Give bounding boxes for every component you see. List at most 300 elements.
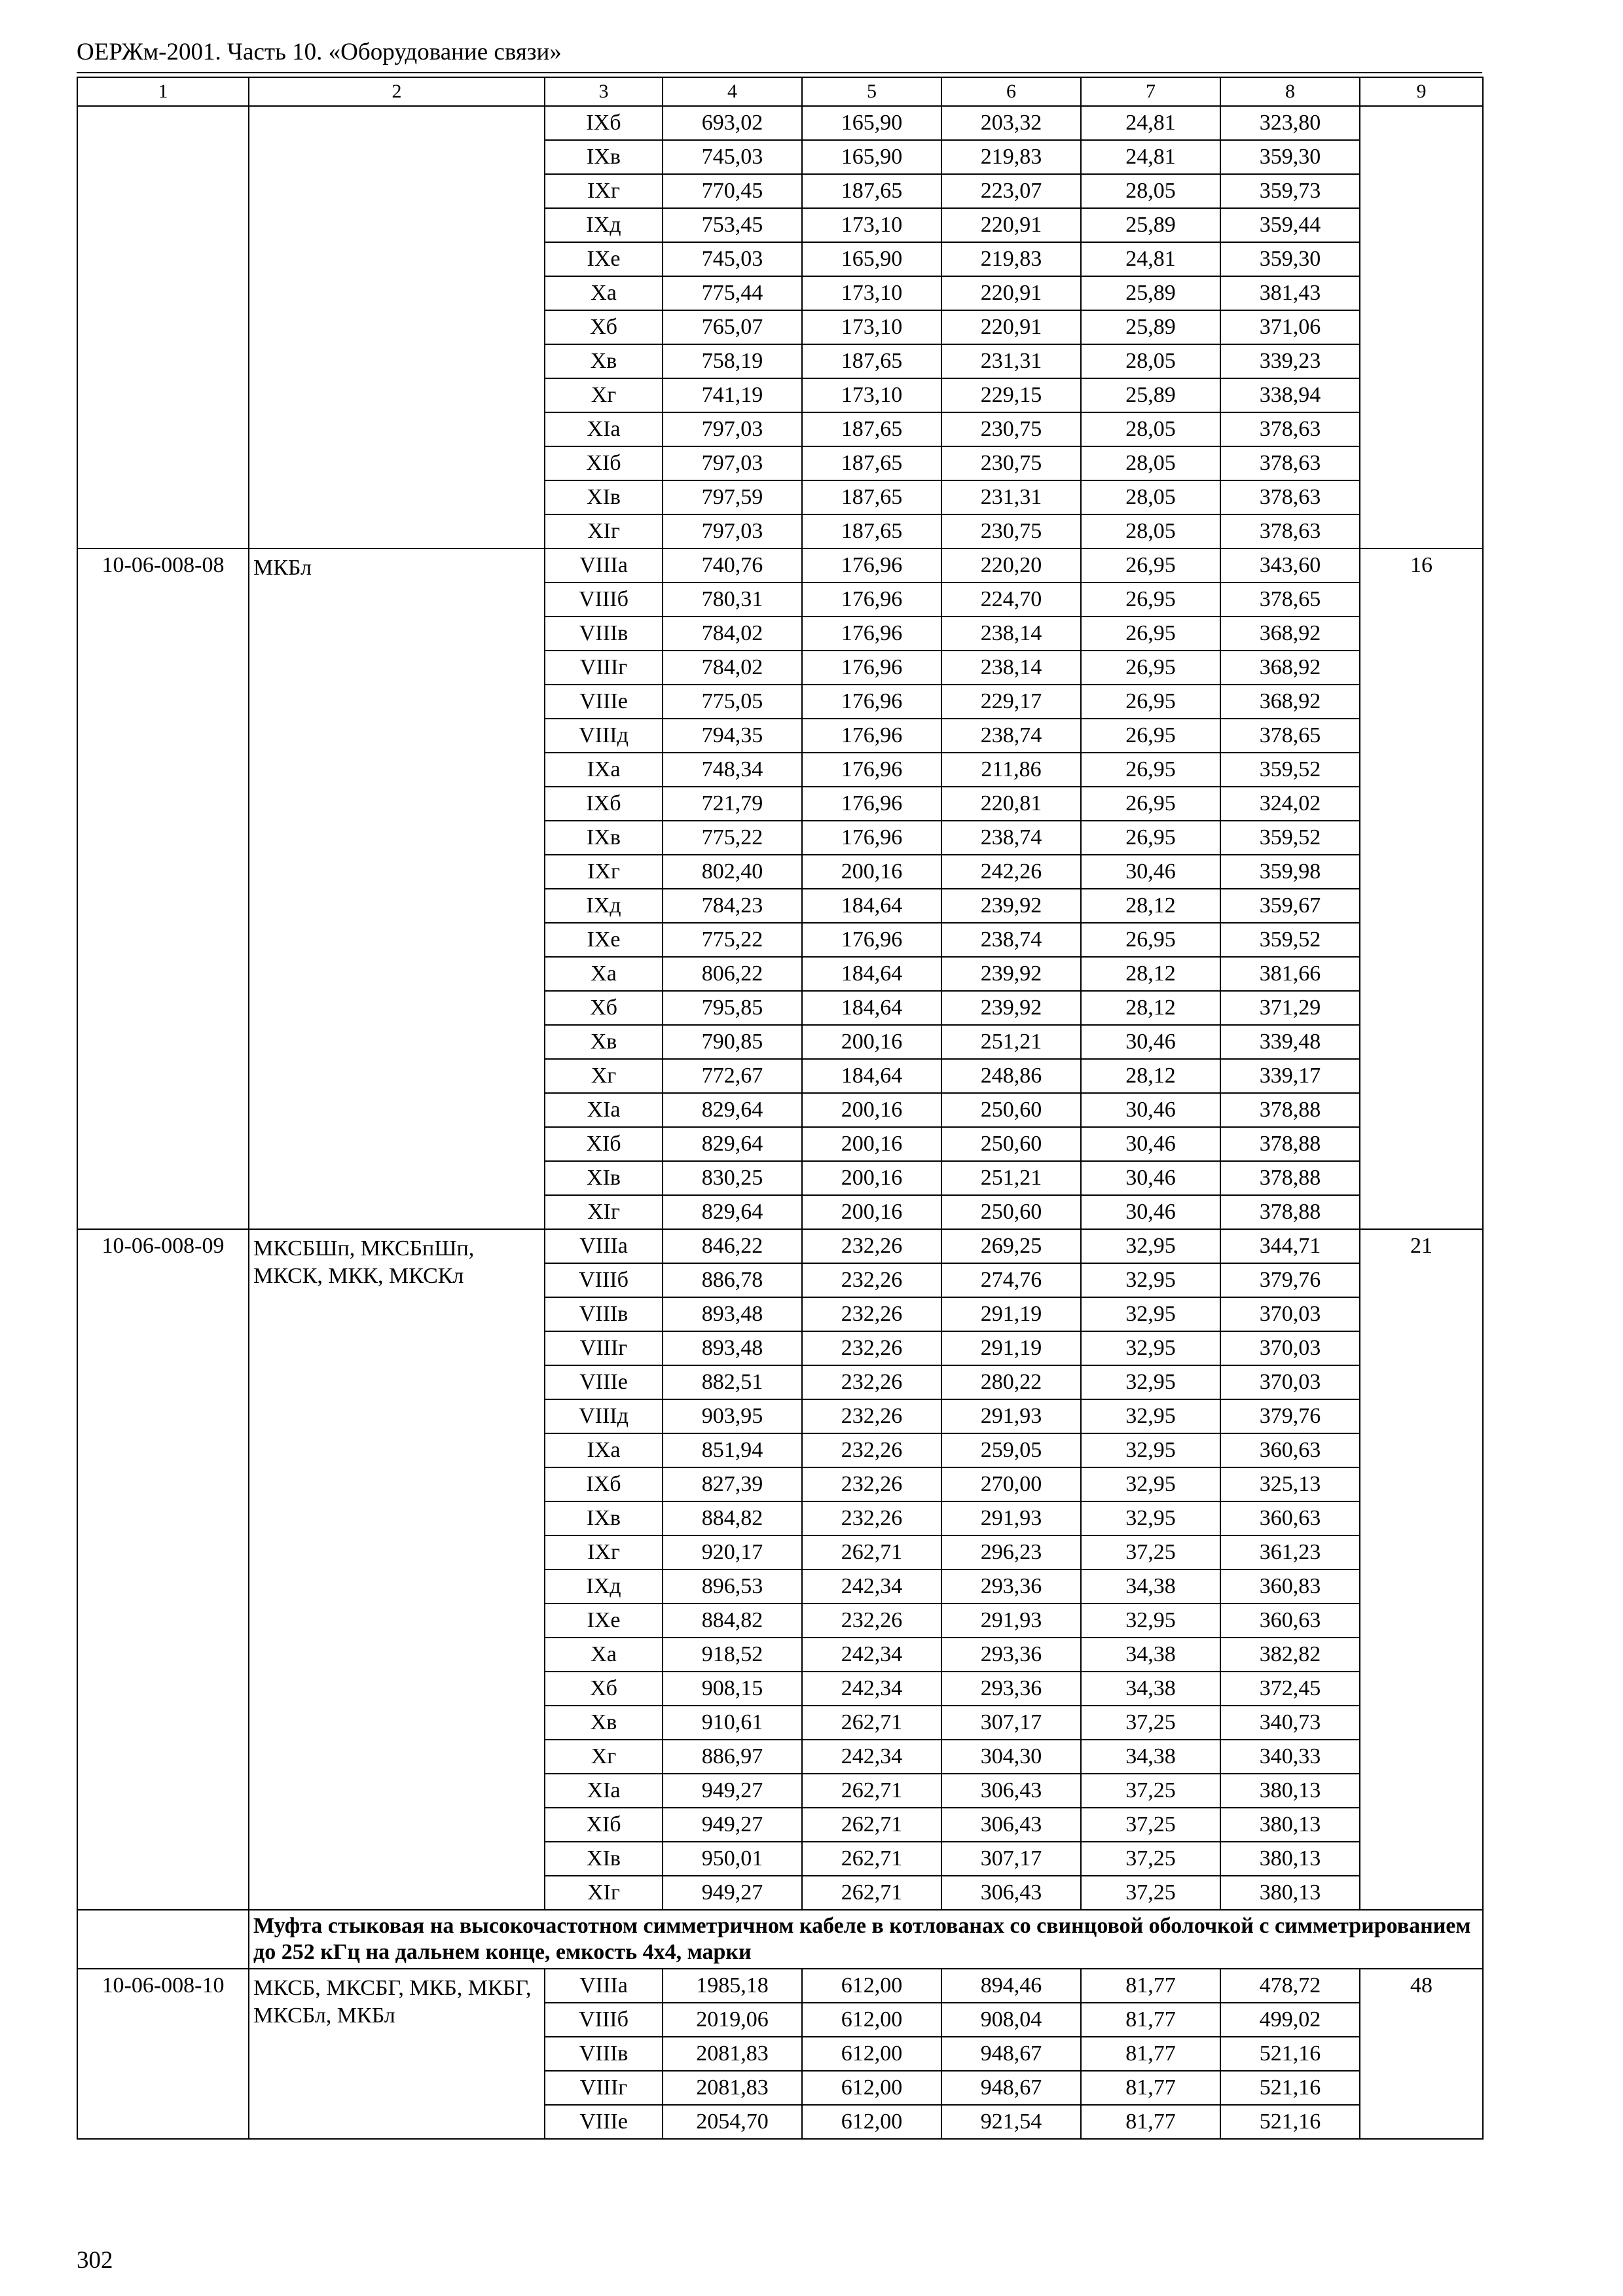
value-cell: 379,76 — [1220, 1399, 1360, 1433]
value-cell: 274,76 — [941, 1263, 1081, 1297]
value-cell: 239,92 — [941, 991, 1081, 1025]
value-cell: 219,83 — [941, 242, 1081, 276]
column-number-1: 1 — [77, 77, 249, 106]
value-cell: 612,00 — [802, 2105, 941, 2139]
value-cell: 380,13 — [1220, 1876, 1360, 1910]
value-cell: 893,48 — [663, 1331, 802, 1365]
value-cell: 721,79 — [663, 787, 802, 821]
zone-cell: Xг — [545, 378, 663, 412]
value-cell: 239,92 — [941, 957, 1081, 991]
value-cell: 521,16 — [1220, 2037, 1360, 2071]
value-cell: 26,95 — [1081, 548, 1220, 583]
rates-table — [77, 77, 1484, 2140]
value-cell: 34,38 — [1081, 1672, 1220, 1706]
value-cell: 238,14 — [941, 651, 1081, 685]
value-cell: 32,95 — [1081, 1501, 1220, 1535]
column-number-6: 6 — [941, 77, 1081, 106]
value-cell: 262,71 — [802, 1706, 941, 1740]
value-cell: 380,13 — [1220, 1808, 1360, 1842]
value-cell: 25,89 — [1081, 378, 1220, 412]
value-cell: 32,95 — [1081, 1331, 1220, 1365]
value-cell: 250,60 — [941, 1093, 1081, 1127]
value-cell: 187,65 — [802, 514, 941, 548]
value-cell: 307,17 — [941, 1706, 1081, 1740]
value-cell: 37,25 — [1081, 1842, 1220, 1876]
zone-cell: XIб — [545, 1127, 663, 1161]
value-cell: 378,63 — [1220, 412, 1360, 446]
value-cell: 30,46 — [1081, 1025, 1220, 1059]
value-cell: 26,95 — [1081, 787, 1220, 821]
value-cell: 242,34 — [802, 1570, 941, 1604]
value-cell: 884,82 — [663, 1604, 802, 1638]
zone-cell: IXг — [545, 174, 663, 208]
value-cell: 886,78 — [663, 1263, 802, 1297]
value-cell: 379,76 — [1220, 1263, 1360, 1297]
quantity-cell: 48 — [1360, 1969, 1483, 2139]
value-cell: 28,12 — [1081, 957, 1220, 991]
zone-cell: VIIIе — [545, 685, 663, 719]
value-cell: 230,75 — [941, 412, 1081, 446]
value-cell: 30,46 — [1081, 1093, 1220, 1127]
value-cell: 248,86 — [941, 1059, 1081, 1093]
value-cell: 370,03 — [1220, 1331, 1360, 1365]
zone-cell: VIIIг — [545, 651, 663, 685]
zone-cell: VIIIд — [545, 1399, 663, 1433]
zone-cell: XIв — [545, 480, 663, 514]
value-cell: 220,81 — [941, 787, 1081, 821]
value-cell: 81,77 — [1081, 1969, 1220, 2003]
value-cell: 187,65 — [802, 446, 941, 480]
value-cell: 370,03 — [1220, 1365, 1360, 1399]
value-cell: 24,81 — [1081, 242, 1220, 276]
value-cell: 2019,06 — [663, 2003, 802, 2037]
value-cell: 232,26 — [802, 1501, 941, 1535]
value-cell: 293,36 — [941, 1570, 1081, 1604]
value-cell: 242,34 — [802, 1740, 941, 1774]
zone-cell: IXе — [545, 1604, 663, 1638]
value-cell: 745,03 — [663, 140, 802, 174]
column-number-9: 9 — [1360, 77, 1483, 106]
value-cell: 830,25 — [663, 1161, 802, 1195]
value-cell: 884,82 — [663, 1501, 802, 1535]
zone-cell: VIIIд — [545, 719, 663, 753]
value-cell: 32,95 — [1081, 1263, 1220, 1297]
value-cell: 2054,70 — [663, 2105, 802, 2139]
value-cell: 360,83 — [1220, 1570, 1360, 1604]
value-cell: 224,70 — [941, 583, 1081, 617]
value-cell: 26,95 — [1081, 923, 1220, 957]
value-cell: 220,91 — [941, 276, 1081, 310]
value-cell: 30,46 — [1081, 1127, 1220, 1161]
value-cell: 371,06 — [1220, 310, 1360, 344]
value-cell: 306,43 — [941, 1774, 1081, 1808]
value-cell: 360,63 — [1220, 1604, 1360, 1638]
value-cell: 81,77 — [1081, 2003, 1220, 2037]
value-cell: 797,03 — [663, 446, 802, 480]
zone-cell: XIг — [545, 1195, 663, 1229]
value-cell: 187,65 — [802, 174, 941, 208]
value-cell: 291,19 — [941, 1297, 1081, 1331]
value-cell: 173,10 — [802, 276, 941, 310]
value-cell: 220,91 — [941, 208, 1081, 242]
zone-cell: Xб — [545, 1672, 663, 1706]
value-cell: 772,67 — [663, 1059, 802, 1093]
value-cell: 949,27 — [663, 1876, 802, 1910]
value-cell: 232,26 — [802, 1297, 941, 1331]
value-cell: 339,23 — [1220, 344, 1360, 378]
value-cell: 339,48 — [1220, 1025, 1360, 1059]
zone-cell: XIв — [545, 1161, 663, 1195]
value-cell: 25,89 — [1081, 310, 1220, 344]
value-cell: 368,92 — [1220, 617, 1360, 651]
value-cell: 28,12 — [1081, 991, 1220, 1025]
value-cell: 359,73 — [1220, 174, 1360, 208]
value-cell: 770,45 — [663, 174, 802, 208]
column-number-row — [77, 77, 1483, 106]
value-cell: 242,26 — [941, 855, 1081, 889]
value-cell: 220,91 — [941, 310, 1081, 344]
zone-cell: XIа — [545, 412, 663, 446]
value-cell: 26,95 — [1081, 583, 1220, 617]
value-cell: 359,67 — [1220, 889, 1360, 923]
zone-cell: Xб — [545, 310, 663, 344]
value-cell: 340,73 — [1220, 1706, 1360, 1740]
value-cell: 81,77 — [1081, 2105, 1220, 2139]
value-cell: 176,96 — [802, 651, 941, 685]
value-cell: 304,30 — [941, 1740, 1081, 1774]
value-cell: 25,89 — [1081, 276, 1220, 310]
value-cell: 382,82 — [1220, 1638, 1360, 1672]
value-cell: 378,63 — [1220, 446, 1360, 480]
value-cell: 32,95 — [1081, 1229, 1220, 1263]
value-cell: 521,16 — [1220, 2105, 1360, 2139]
value-cell: 37,25 — [1081, 1706, 1220, 1740]
value-cell: 232,26 — [802, 1331, 941, 1365]
value-cell: 242,34 — [802, 1638, 941, 1672]
value-cell: 359,30 — [1220, 140, 1360, 174]
value-cell: 918,52 — [663, 1638, 802, 1672]
value-cell: 26,95 — [1081, 651, 1220, 685]
zone-cell: Xб — [545, 991, 663, 1025]
value-cell: 340,33 — [1220, 1740, 1360, 1774]
value-cell: 829,64 — [663, 1093, 802, 1127]
zone-cell: Xа — [545, 276, 663, 310]
value-cell: 251,21 — [941, 1025, 1081, 1059]
value-cell: 30,46 — [1081, 855, 1220, 889]
value-cell: 1985,18 — [663, 1969, 802, 2003]
value-cell: 184,64 — [802, 991, 941, 1025]
zone-cell: XIг — [545, 514, 663, 548]
column-number-3: 3 — [545, 77, 663, 106]
column-number-7: 7 — [1081, 77, 1220, 106]
value-cell: 359,98 — [1220, 855, 1360, 889]
cable-brands: МКСБШп, МКСБпШп, МКСК, МКК, МКСКл — [249, 1229, 545, 1910]
value-cell: 324,02 — [1220, 787, 1360, 821]
value-cell: 34,38 — [1081, 1638, 1220, 1672]
value-cell: 26,95 — [1081, 753, 1220, 787]
value-cell: 259,05 — [941, 1433, 1081, 1467]
value-cell: 200,16 — [802, 1161, 941, 1195]
value-cell: 359,44 — [1220, 208, 1360, 242]
zone-cell: IXе — [545, 242, 663, 276]
value-cell: 173,10 — [802, 378, 941, 412]
value-cell: 378,88 — [1220, 1093, 1360, 1127]
zone-cell: VIIIв — [545, 2037, 663, 2071]
zone-cell: VIIIе — [545, 2105, 663, 2139]
value-cell: 28,05 — [1081, 344, 1220, 378]
value-cell: 250,60 — [941, 1127, 1081, 1161]
value-cell: 794,35 — [663, 719, 802, 753]
value-cell: 229,15 — [941, 378, 1081, 412]
value-cell: 262,71 — [802, 1876, 941, 1910]
value-cell: 184,64 — [802, 889, 941, 923]
value-cell: 846,22 — [663, 1229, 802, 1263]
zone-cell: IXб — [545, 1467, 663, 1501]
value-cell: 775,22 — [663, 821, 802, 855]
value-cell: 886,97 — [663, 1740, 802, 1774]
value-cell: 176,96 — [802, 923, 941, 957]
zone-cell: IXв — [545, 1501, 663, 1535]
table-body — [77, 106, 1483, 2139]
value-cell: 797,03 — [663, 412, 802, 446]
value-cell: 232,26 — [802, 1604, 941, 1638]
zone-cell: VIIIг — [545, 2071, 663, 2105]
zone-cell: Xг — [545, 1059, 663, 1093]
value-cell: 165,90 — [802, 242, 941, 276]
value-cell: 784,23 — [663, 889, 802, 923]
value-cell: 219,83 — [941, 140, 1081, 174]
zone-cell: IXд — [545, 208, 663, 242]
value-cell: 37,25 — [1081, 1876, 1220, 1910]
zone-cell: VIIIб — [545, 2003, 663, 2037]
value-cell: 262,71 — [802, 1535, 941, 1570]
value-cell: 806,22 — [663, 957, 802, 991]
value-cell: 280,22 — [941, 1365, 1081, 1399]
value-cell: 200,16 — [802, 1127, 941, 1161]
zone-cell: IXв — [545, 821, 663, 855]
value-cell: 741,19 — [663, 378, 802, 412]
value-cell: 37,25 — [1081, 1808, 1220, 1842]
value-cell: 339,17 — [1220, 1059, 1360, 1093]
section-title: Муфта стыковая на высокочастотном симметричном кабеле в котлованах со свинцовой оболочкой с симметрированием до 252 кГц на дальнем конце, емкость 4x4, марки — [249, 1910, 1483, 1969]
column-number-5: 5 — [802, 77, 941, 106]
value-cell: 949,27 — [663, 1808, 802, 1842]
value-cell: 26,95 — [1081, 719, 1220, 753]
value-cell: 381,66 — [1220, 957, 1360, 991]
value-cell: 775,44 — [663, 276, 802, 310]
table-row — [77, 1969, 1483, 2003]
value-cell: 211,86 — [941, 753, 1081, 787]
header-rule — [77, 72, 1482, 73]
value-cell: 784,02 — [663, 651, 802, 685]
value-cell: 2081,83 — [663, 2071, 802, 2105]
column-number-8: 8 — [1220, 77, 1360, 106]
value-cell: 28,05 — [1081, 446, 1220, 480]
rate-code: 10-06-008-08 — [77, 548, 249, 1229]
zone-cell: VIIIе — [545, 1365, 663, 1399]
value-cell: 784,02 — [663, 617, 802, 651]
value-cell: 293,36 — [941, 1672, 1081, 1706]
quantity-cell — [1360, 106, 1483, 548]
value-cell: 829,64 — [663, 1127, 802, 1161]
value-cell: 378,88 — [1220, 1195, 1360, 1229]
value-cell: 521,16 — [1220, 2071, 1360, 2105]
section-title-code-cell — [77, 1910, 249, 1969]
value-cell: 802,40 — [663, 855, 802, 889]
value-cell: 184,64 — [802, 957, 941, 991]
value-cell: 230,75 — [941, 446, 1081, 480]
value-cell: 173,10 — [802, 310, 941, 344]
value-cell: 176,96 — [802, 719, 941, 753]
value-cell: 28,12 — [1081, 1059, 1220, 1093]
zone-cell: VIIIб — [545, 583, 663, 617]
value-cell: 380,13 — [1220, 1774, 1360, 1808]
value-cell: 28,05 — [1081, 174, 1220, 208]
value-cell: 851,94 — [663, 1433, 802, 1467]
rate-code: 10-06-008-10 — [77, 1969, 249, 2139]
value-cell: 173,10 — [802, 208, 941, 242]
zone-cell: IXб — [545, 787, 663, 821]
value-cell: 32,95 — [1081, 1297, 1220, 1331]
value-cell: 176,96 — [802, 548, 941, 583]
value-cell: 360,63 — [1220, 1433, 1360, 1467]
value-cell: 251,21 — [941, 1161, 1081, 1195]
value-cell: 780,31 — [663, 583, 802, 617]
value-cell: 238,74 — [941, 719, 1081, 753]
value-cell: 2081,83 — [663, 2037, 802, 2071]
value-cell: 307,17 — [941, 1842, 1081, 1876]
value-cell: 187,65 — [802, 480, 941, 514]
value-cell: 882,51 — [663, 1365, 802, 1399]
value-cell: 359,30 — [1220, 242, 1360, 276]
value-cell: 361,23 — [1220, 1535, 1360, 1570]
value-cell: 32,95 — [1081, 1399, 1220, 1433]
table-row — [77, 1229, 1483, 1263]
value-cell: 220,20 — [941, 548, 1081, 583]
zone-cell: Xв — [545, 1025, 663, 1059]
value-cell: 359,52 — [1220, 821, 1360, 855]
zone-cell: XIг — [545, 1876, 663, 1910]
value-cell: 291,93 — [941, 1604, 1081, 1638]
value-cell: 200,16 — [802, 1093, 941, 1127]
value-cell: 28,05 — [1081, 412, 1220, 446]
value-cell: 908,04 — [941, 2003, 1081, 2037]
section-title-row — [77, 1910, 1483, 1969]
value-cell: 187,65 — [802, 412, 941, 446]
zone-cell: IXе — [545, 923, 663, 957]
value-cell: 745,03 — [663, 242, 802, 276]
value-cell: 232,26 — [802, 1399, 941, 1433]
value-cell: 176,96 — [802, 583, 941, 617]
value-cell: 325,13 — [1220, 1467, 1360, 1501]
value-cell: 30,46 — [1081, 1161, 1220, 1195]
value-cell: 896,53 — [663, 1570, 802, 1604]
value-cell: 775,22 — [663, 923, 802, 957]
zone-cell: IXа — [545, 753, 663, 787]
value-cell: 165,90 — [802, 106, 941, 140]
value-cell: 262,71 — [802, 1774, 941, 1808]
value-cell: 24,81 — [1081, 140, 1220, 174]
value-cell: 176,96 — [802, 787, 941, 821]
value-cell: 748,34 — [663, 753, 802, 787]
zone-cell: VIIIв — [545, 617, 663, 651]
zone-cell: VIIIг — [545, 1331, 663, 1365]
zone-cell: Xв — [545, 344, 663, 378]
zone-cell: IXг — [545, 1535, 663, 1570]
value-cell: 949,27 — [663, 1774, 802, 1808]
value-cell: 378,88 — [1220, 1127, 1360, 1161]
value-cell: 26,95 — [1081, 821, 1220, 855]
value-cell: 24,81 — [1081, 106, 1220, 140]
value-cell: 28,12 — [1081, 889, 1220, 923]
value-cell: 765,07 — [663, 310, 802, 344]
value-cell: 232,26 — [802, 1467, 941, 1501]
zone-cell: Xа — [545, 957, 663, 991]
value-cell: 291,93 — [941, 1399, 1081, 1433]
value-cell: 223,07 — [941, 174, 1081, 208]
value-cell: 775,05 — [663, 685, 802, 719]
value-cell: 948,67 — [941, 2037, 1081, 2071]
value-cell: 200,16 — [802, 1195, 941, 1229]
value-cell: 176,96 — [802, 685, 941, 719]
table-row — [77, 106, 1483, 140]
value-cell: 242,34 — [802, 1672, 941, 1706]
value-cell: 758,19 — [663, 344, 802, 378]
value-cell: 32,95 — [1081, 1467, 1220, 1501]
zone-cell: XIб — [545, 1808, 663, 1842]
value-cell: 306,43 — [941, 1876, 1081, 1910]
value-cell: 81,77 — [1081, 2071, 1220, 2105]
zone-cell: VIIIв — [545, 1297, 663, 1331]
value-cell: 270,00 — [941, 1467, 1081, 1501]
value-cell: 26,95 — [1081, 617, 1220, 651]
value-cell: 176,96 — [802, 821, 941, 855]
value-cell: 34,38 — [1081, 1740, 1220, 1774]
value-cell: 378,65 — [1220, 719, 1360, 753]
value-cell: 291,93 — [941, 1501, 1081, 1535]
value-cell: 827,39 — [663, 1467, 802, 1501]
value-cell: 344,71 — [1220, 1229, 1360, 1263]
value-cell: 740,76 — [663, 548, 802, 583]
value-cell: 232,26 — [802, 1365, 941, 1399]
column-number-2: 2 — [249, 77, 545, 106]
zone-cell: Xв — [545, 1706, 663, 1740]
value-cell: 693,02 — [663, 106, 802, 140]
value-cell: 797,03 — [663, 514, 802, 548]
value-cell: 380,13 — [1220, 1842, 1360, 1876]
value-cell: 296,23 — [941, 1535, 1081, 1570]
value-cell: 238,14 — [941, 617, 1081, 651]
value-cell: 32,95 — [1081, 1433, 1220, 1467]
zone-cell: XIа — [545, 1774, 663, 1808]
value-cell: 612,00 — [802, 2037, 941, 2071]
value-cell: 795,85 — [663, 991, 802, 1025]
value-cell: 232,26 — [802, 1229, 941, 1263]
value-cell: 359,52 — [1220, 923, 1360, 957]
zone-cell: IXд — [545, 1570, 663, 1604]
zone-cell: Xа — [545, 1638, 663, 1672]
cable-brands: МКБл — [249, 548, 545, 1229]
value-cell: 231,31 — [941, 344, 1081, 378]
value-cell: 32,95 — [1081, 1604, 1220, 1638]
cable-brands — [249, 106, 545, 548]
value-cell: 250,60 — [941, 1195, 1081, 1229]
value-cell: 343,60 — [1220, 548, 1360, 583]
value-cell: 894,46 — [941, 1969, 1081, 2003]
cable-brands: МКСБ, МКСБГ, МКБ, МКБГ, МКСБл, МКБл — [249, 1969, 545, 2139]
value-cell: 291,19 — [941, 1331, 1081, 1365]
value-cell: 499,02 — [1220, 2003, 1360, 2037]
